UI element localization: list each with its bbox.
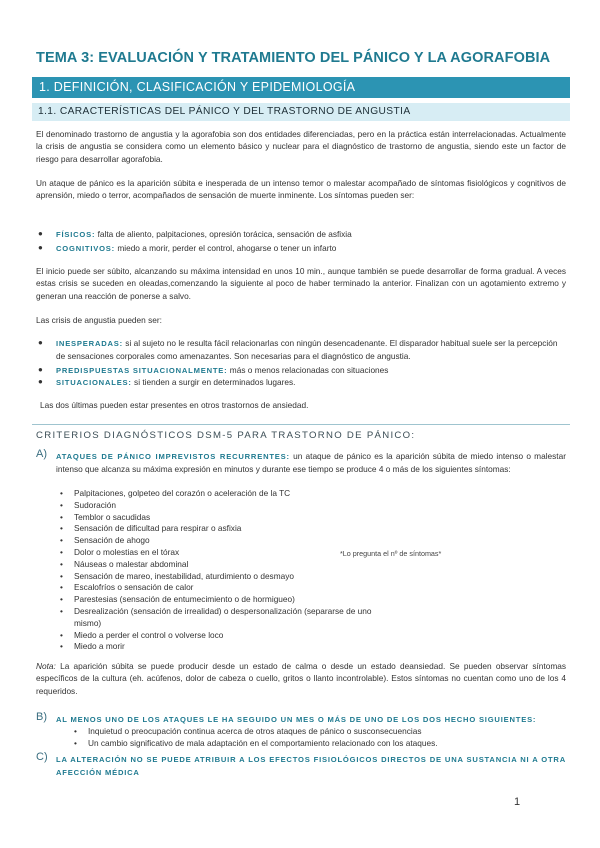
bullet-icon: ● [38,229,43,238]
criterion-b-list [74,726,554,749]
bullet-keyword: SITUACIONALES: [56,378,132,387]
symptom-list [60,488,390,653]
list-item: • Sensación de mareo, inestabilidad, aturdimiento o desmayo [60,571,390,583]
criterion-b-letter: B) [36,711,47,723]
list-item: • Escalofríos o sensación de calor [60,582,390,594]
paragraph-intro: El denominado trastorno de angustia y la agorafobia son dos entidades diferenciadas, pero en la práctica están interrelacionadas. Actualmente la crisis de angustia se considera como un elemento básico y nuclear para el diagnóstico de trastorno de angustia, siendo este un factor de riesgo para desarrollar agorafobia. [36,129,566,164]
section-heading-1: 1. DEFINICIÓN, CLASIFICACIÓN Y EPIDEMIOLOGÍA [32,77,570,98]
bullet-icon: ● [38,365,43,374]
bullet-cognitive [36,242,566,255]
criterion-c-keyword: LA ALTERACIÓN NO SE PUEDE ATRIBUIR A LOS EFECTOS FISIOLÓGICOS DIRECTOS DE UNA SUSTANCIA NI A OTRA AFECCIÓN MÉDICA [56,755,566,778]
bullet-keyword: INESPERADAS: [56,339,123,348]
criterion-c-text [56,753,566,779]
page-number: 1 [514,796,521,808]
paragraph-panic-attack: Un ataque de pánico es la aparición súbita e inesperada de un intenso temor o malestar acompañado de síntomas fisiológicos y cognitivos de aprensión, miedo o terror, acompañados de sensación de muerte inminente. Los síntomas pueden ser: [36,178,566,201]
bullet-unexpected [36,337,566,362]
criteria-heading: CRITERIOS DIAGNÓSTICOS DSM-5 PARA TRASTORNO DE PÁNICO: [36,430,416,441]
criterion-c-letter: C) [36,751,48,763]
subsection-heading-1-1: 1.1. CARACTERÍSTICAS DEL PÁNICO Y DEL TRASTORNO DE ANGUSTIA [32,103,570,121]
list-item: • Sensación de ahogo [60,535,390,547]
bullet-icon: ● [38,243,43,252]
list-item: • Parestesias (sensación de entumecimiento o de hormigueo) [60,594,390,606]
bullet-text: si tienden a surgir en determinados lugares. [131,377,296,387]
document-title: TEMA 3: EVALUACIÓN Y TRATAMIENTO DEL PÁNICO Y LA AGORAFOBIA [36,50,551,66]
bullet-text: más o menos relacionadas con situaciones [227,365,389,375]
list-item: • Náuseas o malestar abdominal [60,559,390,571]
list-item: • Desrealización (sensación de irrealidad) o despersonalización (separarse de uno mismo) [60,606,390,630]
criterion-a-text [56,450,566,475]
bullet-text: si al sujeto no le resulta fácil relacionarlas con ningún desencadenante. El disparador habitual suele ser la percepción de sensaciones corporales como amenazantes. Son necesarias para el diagnóstico de angustia. [56,338,558,361]
bullet-physical [36,228,566,241]
note-text: La aparición súbita se puede producir desde un estado de calma o desde un estado deansiedad. Se pueden observar síntomas específicos de la cultura (eh. acúfenos, dolor de cabeza o cuello, gritos o llanto incontrolable). Estos síntomas no cuentan como uno de los 4 requeridos. [36,661,566,696]
bullet-text: falta de aliento, palpitaciones, opresión torácica, sensación de asfixia [95,229,352,239]
list-item: • Miedo a morir [60,641,390,653]
paragraph-types-intro: Las crisis de angustia pueden ser: [36,315,162,325]
note-label: Nota: [36,661,56,671]
bullet-icon: ● [38,377,43,386]
bullet-keyword: FÍSICOS: [56,230,96,239]
divider [32,424,570,425]
side-note: *Lo pregunta el nº de síntomas* [340,549,442,558]
note-paragraph [36,660,566,697]
criterion-a-body: un ataque de pánico es la aparición súbita de miedo intenso o malestar intenso que alcanza su máxima expresión en minutos y durante ese tiempo se produce 4 o más de los siguientes síntomas: [56,451,566,475]
criterion-a-letter: A) [36,448,47,460]
criterion-b-keyword: AL MENOS UNO DE LOS ATAQUES LE HA SEGUIDO UN MES O MÁS DE UNO DE LOS DOS HECHO SIGUIENTES: [56,715,537,724]
criterion-b-text [56,713,566,726]
bullet-text: miedo a morir, perder el control, ahogarse o tener un infarto [115,243,337,253]
bullet-icon: ● [38,338,43,347]
paragraph-last-two: Las dos últimas pueden estar presentes en otros trastornos de ansiedad. [40,400,309,410]
criterion-a-keyword: ATAQUES DE PÁNICO IMPREVISTOS RECURRENTES: [56,452,290,461]
bullet-situational [36,376,566,389]
list-item: • Sudoración [60,500,390,512]
paragraph-onset: El inicio puede ser súbito, alcanzando su máxima intensidad en unos 10 min., aunque también se puede desarrollar de forma gradual. A veces estas crisis se suceden en oleadas,comenzando la siguiente al poco de haber terminado la anterior. Finalizan con un agotamiento extremo y generan una reacción de ponerse a salvo. [36,266,566,301]
list-item: • Temblor o sacudidas [60,512,390,524]
bullet-keyword: COGNITIVOS: [56,244,116,253]
list-item: • Inquietud o preocupación continua acerca de otros ataques de pánico o susconsecuencias [74,726,554,738]
list-item: • Palpitaciones, golpeteo del corazón o aceleración de la TC [60,488,390,500]
bullet-keyword: PREDISPUESTAS SITUACIONALMENTE: [56,366,228,375]
list-item: • Dolor o molestias en el tórax [60,547,390,559]
list-item: • Sensación de dificultad para respirar o asfixia [60,523,390,535]
list-item: • Un cambio significativo de mala adaptación en el comportamiento relacionado con los ataques. [74,738,554,750]
list-item: • Miedo a perder el control o volverse loco [60,630,390,642]
